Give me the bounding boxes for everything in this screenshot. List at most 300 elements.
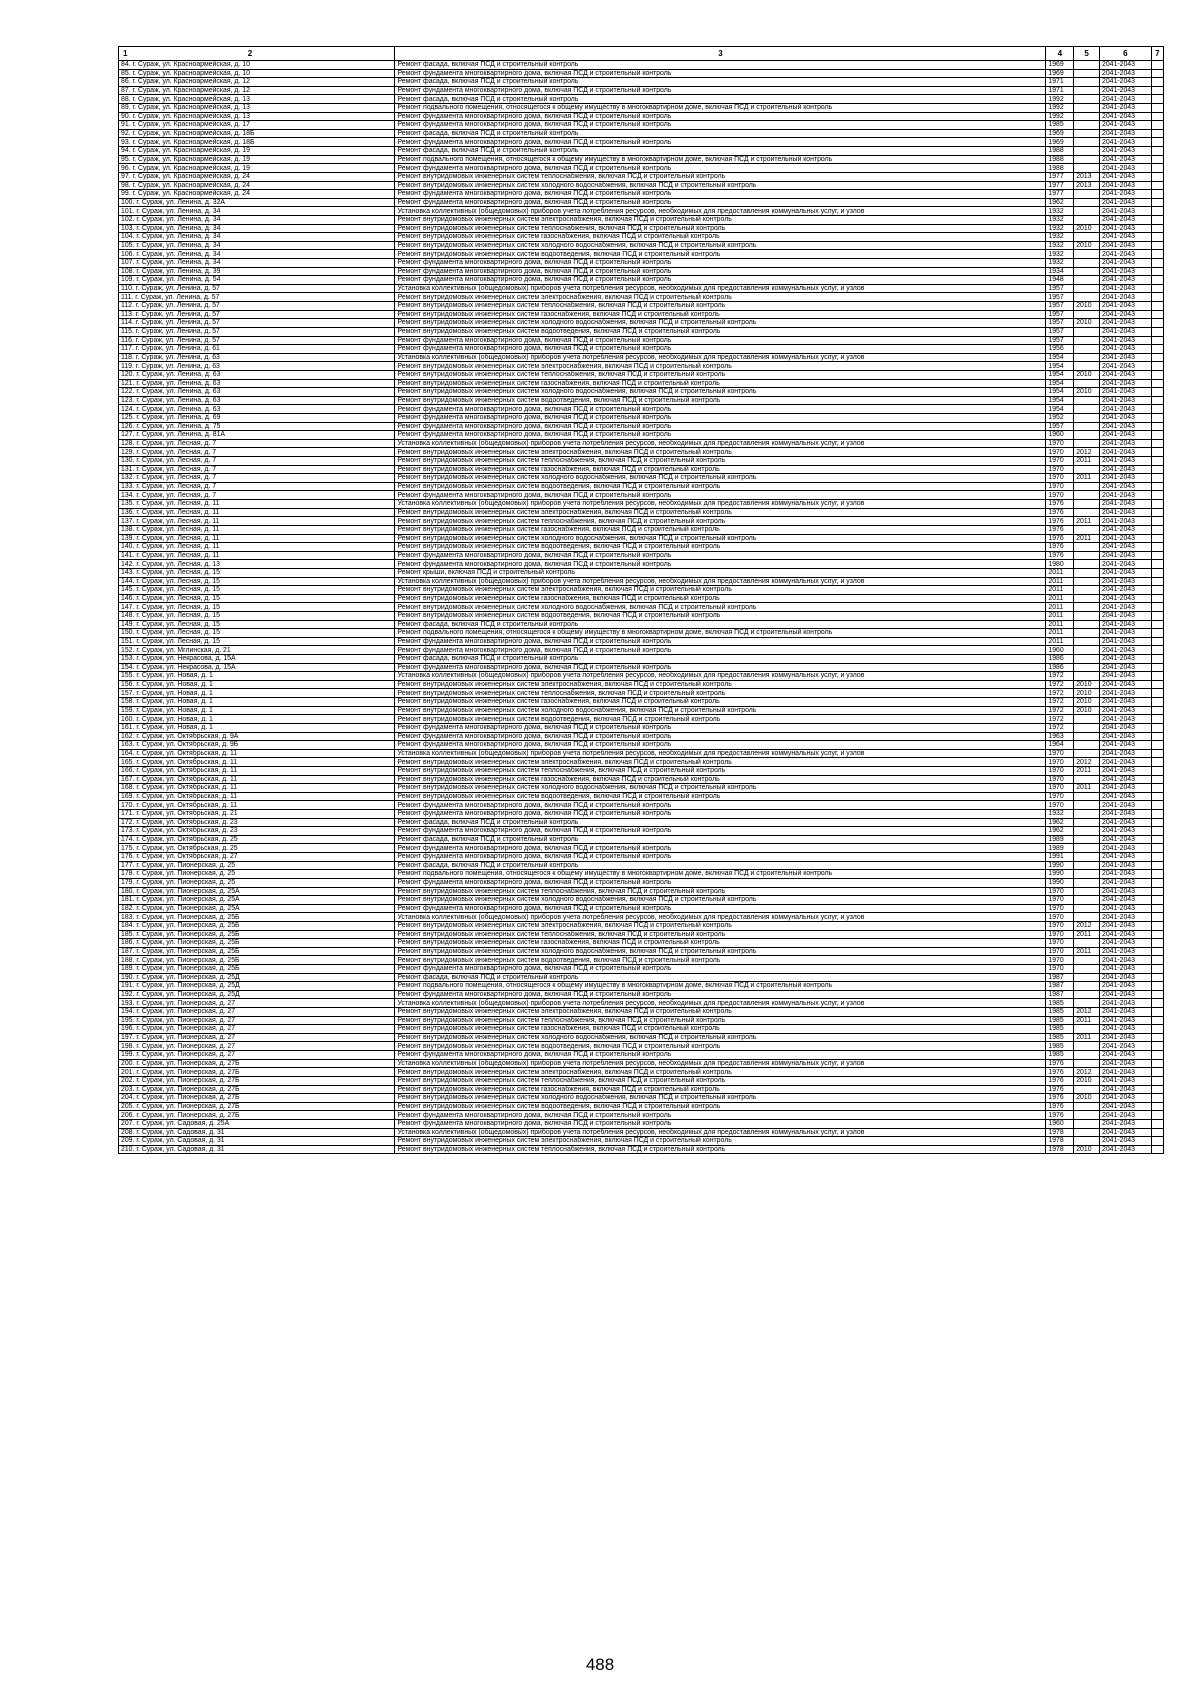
work-type-cell: Установка коллективных (общедомовых) приборов учета потребления ресурсов, необходимых для предоставления коммунальных услуг, и узлов [395,500,1046,509]
address-cell: 175. г. Сураж, ул. Октябрьская, д. 25 [119,844,395,853]
address-cell: 90. г. Сураж, ул. Красноармейская, д. 13 [119,112,395,121]
empty-cell [1151,259,1163,268]
address-cell: 86. г. Сураж, ул. Красноармейская, д. 12 [119,78,395,87]
last-repair-year-cell [1074,336,1100,345]
planned-period-cell: 2041-2043 [1100,990,1152,999]
address-cell: 147. г. Сураж, ул. Лесная, д. 15 [119,603,395,612]
table-row [119,603,1164,612]
work-type-cell: Ремонт фундамента многоквартирного дома, включая ПСД и строительный контроль [395,551,1046,560]
last-repair-year-cell [1074,792,1100,801]
last-repair-year-cell [1074,870,1100,879]
year-built-cell: 1960 [1046,646,1074,655]
planned-period-cell: 2041-2043 [1100,698,1152,707]
year-built-cell: 1978 [1046,1128,1074,1137]
empty-cell [1151,215,1163,224]
year-built-cell: 1970 [1046,913,1074,922]
table-row [119,999,1164,1008]
last-repair-year-cell [1074,379,1100,388]
work-type-cell: Ремонт внутридомовых инженерных систем холодного водоснабжения, включая ПСД и строительный контроль [395,1094,1046,1103]
planned-period-cell: 2041-2043 [1100,913,1152,922]
work-type-cell: Ремонт внутридомовых инженерных систем водоотведения, включая ПСД и строительный контроль [395,396,1046,405]
work-type-cell: Ремонт внутридомовых инженерных систем газоснабжения, включая ПСД и строительный контроль [395,594,1046,603]
year-built-cell: 1970 [1046,947,1074,956]
year-built-cell: 1977 [1046,190,1074,199]
table-row [119,190,1164,199]
last-repair-year-cell [1074,284,1100,293]
empty-cell [1151,543,1163,552]
year-built-cell: 2011 [1046,594,1074,603]
table-row [119,293,1164,302]
work-type-cell: Ремонт внутридомовых инженерных систем холодного водоснабжения, включая ПСД и строительный контроль [395,1033,1046,1042]
table-row [119,95,1164,104]
year-built-cell: 1972 [1046,715,1074,724]
empty-cell [1151,448,1163,457]
planned-period-cell: 2041-2043 [1100,973,1152,982]
table-row [119,422,1164,431]
empty-cell [1151,413,1163,422]
table-row [119,155,1164,164]
table-row [119,810,1164,819]
table-row [119,69,1164,78]
year-built-cell: 1971 [1046,78,1074,87]
table-row [119,319,1164,328]
work-type-cell: Ремонт фундамента многоквартирного дома, включая ПСД и строительный контроль [395,86,1046,95]
address-cell: 194. г. Сураж, ул. Пионерская, д. 27 [119,1008,395,1017]
table-row [119,698,1164,707]
last-repair-year-cell [1074,1119,1100,1128]
last-repair-year-cell [1074,964,1100,973]
address-cell: 132. г. Сураж, ул. Лесная, д. 7 [119,474,395,483]
address-cell: 139. г. Сураж, ул. Лесная, д. 11 [119,534,395,543]
year-built-cell: 1964 [1046,741,1074,750]
last-repair-year-cell [1074,620,1100,629]
work-type-cell: Ремонт внутридомовых инженерных систем теплоснабжения, включая ПСД и строительный контроль [395,302,1046,311]
last-repair-year-cell [1074,956,1100,965]
empty-cell [1151,810,1163,819]
address-cell: 201. г. Сураж, ул. Пионерская, д. 27Б [119,1068,395,1077]
work-type-cell: Ремонт фундамента многоквартирного дома, включая ПСД и строительный контроль [395,741,1046,750]
empty-cell [1151,336,1163,345]
work-type-cell: Ремонт фундамента многоквартирного дома, включая ПСД и строительный контроль [395,732,1046,741]
table-row [119,827,1164,836]
last-repair-year-cell [1074,267,1100,276]
address-cell: 187. г. Сураж, ул. Пионерская, д. 25Б [119,947,395,956]
work-type-cell: Ремонт фундамента многоквартирного дома, включая ПСД и строительный контроль [395,405,1046,414]
address-cell: 88. г. Сураж, ул. Красноармейская, д. 13 [119,95,395,104]
last-repair-year-cell [1074,164,1100,173]
work-type-cell: Ремонт внутридомовых инженерных систем электроснабжения, включая ПСД и строительный контроль [395,680,1046,689]
address-cell: 158. г. Сураж, ул. Новая, д. 1 [119,698,395,707]
last-repair-year-cell [1074,629,1100,638]
table-row [119,439,1164,448]
planned-period-cell: 2041-2043 [1100,138,1152,147]
year-built-cell: 1976 [1046,508,1074,517]
year-built-cell: 1976 [1046,1094,1074,1103]
table-row [119,104,1164,113]
planned-period-cell: 2041-2043 [1100,465,1152,474]
last-repair-year-cell [1074,715,1100,724]
planned-period-cell: 2041-2043 [1100,534,1152,543]
last-repair-year-cell [1074,594,1100,603]
last-repair-year-cell [1074,568,1100,577]
year-built-cell: 1970 [1046,758,1074,767]
empty-cell [1151,1025,1163,1034]
work-type-cell: Ремонт фундамента многоквартирного дома, включая ПСД и строительный контроль [395,637,1046,646]
empty-cell [1151,267,1163,276]
year-built-cell: 1976 [1046,1059,1074,1068]
empty-cell [1151,302,1163,311]
planned-period-cell: 2041-2043 [1100,844,1152,853]
work-type-cell: Ремонт внутридомовых инженерных систем теплоснабжения, включая ПСД и строительный контроль [395,887,1046,896]
work-type-cell: Ремонт внутридомовых инженерных систем водоотведения, включая ПСД и строительный контроль [395,327,1046,336]
table-row [119,594,1164,603]
address-cell: 112. г. Сураж, ул. Ленина, д. 57 [119,302,395,311]
address-cell: 118. г. Сураж, ул. Ленина, д. 63 [119,353,395,362]
address-cell: 131. г. Сураж, ул. Лесная, д. 7 [119,465,395,474]
work-type-cell: Ремонт фасада, включая ПСД и строительный контроль [395,818,1046,827]
table-row [119,284,1164,293]
year-built-cell: 2011 [1046,586,1074,595]
table-row [119,801,1164,810]
table-row [119,164,1164,173]
planned-period-cell: 2041-2043 [1100,1085,1152,1094]
table-row [119,379,1164,388]
planned-period-cell: 2041-2043 [1100,250,1152,259]
last-repair-year-cell: 2010 [1074,370,1100,379]
last-repair-year-cell: 2012 [1074,758,1100,767]
empty-cell [1151,801,1163,810]
year-built-cell: 1988 [1046,164,1074,173]
work-type-cell: Ремонт внутридомовых инженерных систем электроснабжения, включая ПСД и строительный контроль [395,758,1046,767]
planned-period-cell: 2041-2043 [1100,1068,1152,1077]
empty-cell [1151,1094,1163,1103]
table-row [119,982,1164,991]
empty-cell [1151,827,1163,836]
year-built-cell: 1970 [1046,939,1074,948]
address-cell: 186. г. Сураж, ул. Пионерская, д. 25Б [119,939,395,948]
planned-period-cell: 2041-2043 [1100,715,1152,724]
table-row [119,517,1164,526]
work-type-cell: Ремонт фасада, включая ПСД и строительный контроль [395,95,1046,104]
empty-cell [1151,844,1163,853]
table-row [119,672,1164,681]
address-cell: 177. г. Сураж, ул. Пионерская, д. 25 [119,861,395,870]
last-repair-year-cell [1074,327,1100,336]
work-type-cell: Ремонт фундамента многоквартирного дома, включая ПСД и строительный контроль [395,198,1046,207]
address-cell: 160. г. Сураж, ул. Новая, д. 1 [119,715,395,724]
planned-period-cell: 2041-2043 [1100,439,1152,448]
planned-period-cell: 2041-2043 [1100,1137,1152,1146]
address-cell: 203. г. Сураж, ул. Пионерская, д. 27Б [119,1085,395,1094]
empty-cell [1151,1145,1163,1154]
planned-period-cell: 2041-2043 [1100,172,1152,181]
year-built-cell: 1976 [1046,525,1074,534]
work-type-cell: Ремонт фундамента многоквартирного дома, включая ПСД и строительный контроль [395,810,1046,819]
empty-cell [1151,689,1163,698]
last-repair-year-cell [1074,310,1100,319]
planned-period-cell: 2041-2043 [1100,302,1152,311]
year-built-cell: 1985 [1046,999,1074,1008]
year-built-cell: 1932 [1046,241,1074,250]
year-built-cell: 1932 [1046,810,1074,819]
planned-period-cell: 2041-2043 [1100,586,1152,595]
table-row [119,939,1164,948]
table-row [119,1016,1164,1025]
work-type-cell: Ремонт внутридомовых инженерных систем электроснабжения, включая ПСД и строительный контроль [395,508,1046,517]
planned-period-cell: 2041-2043 [1100,878,1152,887]
work-type-cell: Установка коллективных (общедомовых) приборов учета потребления ресурсов, необходимых для предоставления коммунальных услуг, и узлов [395,207,1046,216]
year-built-cell: 1972 [1046,672,1074,681]
last-repair-year-cell [1074,465,1100,474]
year-built-cell: 1992 [1046,95,1074,104]
address-cell: 126. г. Сураж, ул. Ленина, д. 75 [119,422,395,431]
address-cell: 195. г. Сураж, ул. Пионерская, д. 27 [119,1016,395,1025]
empty-cell [1151,835,1163,844]
planned-period-cell: 2041-2043 [1100,327,1152,336]
planned-period-cell: 2041-2043 [1100,1094,1152,1103]
last-repair-year-cell: 2010 [1074,1094,1100,1103]
table-row [119,913,1164,922]
empty-cell [1151,439,1163,448]
last-repair-year-cell: 2010 [1074,1076,1100,1085]
empty-cell [1151,612,1163,621]
empty-cell [1151,233,1163,242]
year-built-cell: 1976 [1046,1111,1074,1120]
table-row [119,233,1164,242]
empty-cell [1151,1059,1163,1068]
table-row [119,973,1164,982]
planned-period-cell: 2041-2043 [1100,500,1152,509]
year-built-cell: 1986 [1046,663,1074,672]
year-built-cell: 1970 [1046,457,1074,466]
last-repair-year-cell [1074,491,1100,500]
work-type-cell: Ремонт крыши, включая ПСД и строительный контроль [395,568,1046,577]
empty-cell [1151,551,1163,560]
last-repair-year-cell [1074,637,1100,646]
table-row [119,147,1164,156]
year-built-cell: 1969 [1046,61,1074,70]
table-row [119,172,1164,181]
last-repair-year-cell [1074,1102,1100,1111]
work-type-cell: Ремонт внутридомовых инженерных систем теплоснабжения, включая ПСД и строительный контроль [395,370,1046,379]
last-repair-year-cell [1074,732,1100,741]
planned-period-cell: 2041-2043 [1100,233,1152,242]
planned-period-cell: 2041-2043 [1100,947,1152,956]
address-cell: 205. г. Сураж, ул. Пионерская, д. 27Б [119,1102,395,1111]
last-repair-year-cell: 2011 [1074,457,1100,466]
address-cell: 100. г. Сураж, ул. Ленина, д. 32А [119,198,395,207]
table-row [119,706,1164,715]
last-repair-year-cell [1074,439,1100,448]
empty-cell [1151,620,1163,629]
address-cell: 121. г. Сураж, ул. Ленина, д. 63 [119,379,395,388]
last-repair-year-cell [1074,259,1100,268]
planned-period-cell: 2041-2043 [1100,672,1152,681]
planned-period-cell: 2041-2043 [1100,577,1152,586]
year-built-cell: 2011 [1046,620,1074,629]
work-type-cell: Ремонт внутридомовых инженерных систем холодного водоснабжения, включая ПСД и строительный контроль [395,784,1046,793]
table-row [119,259,1164,268]
address-cell: 87. г. Сураж, ул. Красноармейская, д. 12 [119,86,395,95]
work-type-cell: Ремонт фасада, включая ПСД и строительный контроль [395,973,1046,982]
address-cell: 93. г. Сураж, ул. Красноармейская, д. 18Б [119,138,395,147]
planned-period-cell: 2041-2043 [1100,603,1152,612]
empty-cell [1151,603,1163,612]
table-row [119,1059,1164,1068]
planned-period-cell: 2041-2043 [1100,620,1152,629]
table-row [119,1008,1164,1017]
empty-cell [1151,1119,1163,1128]
table-row [119,551,1164,560]
year-built-cell: 1972 [1046,698,1074,707]
address-cell: 204. г. Сураж, ул. Пионерская, д. 27Б [119,1094,395,1103]
work-type-cell: Ремонт подвального помещения, относящегося к общему имуществу в многоквартирном доме, включая ПСД и строительный контроль [395,982,1046,991]
planned-period-cell: 2041-2043 [1100,69,1152,78]
table-row [119,655,1164,664]
planned-period-cell: 2041-2043 [1100,1008,1152,1017]
last-repair-year-cell [1074,939,1100,948]
planned-period-cell: 2041-2043 [1100,818,1152,827]
year-built-cell: 1969 [1046,129,1074,138]
planned-period-cell: 2041-2043 [1100,999,1152,1008]
table-row [119,990,1164,999]
work-type-cell: Ремонт внутридомовых инженерных систем водоотведения, включая ПСД и строительный контроль [395,792,1046,801]
year-built-cell: 1990 [1046,870,1074,879]
year-built-cell: 1954 [1046,362,1074,371]
work-type-cell: Ремонт внутридомовых инженерных систем водоотведения, включая ПСД и строительный контроль [395,1042,1046,1051]
table-row [119,267,1164,276]
table-row [119,1042,1164,1051]
last-repair-year-cell: 2013 [1074,172,1100,181]
empty-cell [1151,112,1163,121]
address-cell: 176. г. Сураж, ул. Октябрьская, д. 27 [119,853,395,862]
last-repair-year-cell [1074,844,1100,853]
table-row [119,792,1164,801]
table-row [119,1051,1164,1060]
planned-period-cell: 2041-2043 [1100,422,1152,431]
table-row [119,1145,1164,1154]
table-row [119,749,1164,758]
last-repair-year-cell [1074,138,1100,147]
address-cell: 96. г. Сураж, ул. Красноармейская, д. 19 [119,164,395,173]
year-built-cell: 1970 [1046,474,1074,483]
planned-period-cell: 2041-2043 [1100,861,1152,870]
year-built-cell: 1976 [1046,517,1074,526]
year-built-cell: 1970 [1046,784,1074,793]
table-row [119,896,1164,905]
table-row [119,853,1164,862]
work-type-cell: Ремонт подвального помещения, относящегося к общему имуществу в многоквартирном доме, включая ПСД и строительный контроль [395,155,1046,164]
last-repair-year-cell [1074,1128,1100,1137]
work-type-cell: Ремонт фасада, включая ПСД и строительный контроль [395,78,1046,87]
address-cell: 189. г. Сураж, ул. Пионерская, д. 25Б [119,964,395,973]
address-cell: 207. г. Сураж, ул. Садовая, д. 25А [119,1119,395,1128]
empty-cell [1151,95,1163,104]
planned-period-cell: 2041-2043 [1100,612,1152,621]
address-cell: 192. г. Сураж, ул. Пионерская, д. 25Д [119,990,395,999]
work-type-cell: Ремонт фундамента многоквартирного дома, включая ПСД и строительный контроль [395,663,1046,672]
address-cell: 148. г. Сураж, ул. Лесная, д. 15 [119,612,395,621]
empty-cell [1151,379,1163,388]
work-type-cell: Установка коллективных (общедомовых) приборов учета потребления ресурсов, необходимых для предоставления коммунальных услуг, и узлов [395,439,1046,448]
year-built-cell: 1963 [1046,732,1074,741]
address-cell: 182. г. Сураж, ул. Пионерская, д. 25А [119,904,395,913]
year-built-cell: 1990 [1046,861,1074,870]
last-repair-year-cell [1074,741,1100,750]
empty-cell [1151,155,1163,164]
empty-cell [1151,568,1163,577]
empty-cell [1151,147,1163,156]
last-repair-year-cell [1074,1111,1100,1120]
planned-period-cell: 2041-2043 [1100,956,1152,965]
address-cell: 174. г. Сураж, ул. Октябрьская, д. 25 [119,835,395,844]
empty-cell [1151,586,1163,595]
last-repair-year-cell [1074,207,1100,216]
address-cell: 159. г. Сураж, ул. Новая, д. 1 [119,706,395,715]
year-built-cell: 1970 [1046,964,1074,973]
table-row [119,78,1164,87]
last-repair-year-cell: 2012 [1074,448,1100,457]
year-built-cell: 1954 [1046,353,1074,362]
last-repair-year-cell [1074,612,1100,621]
empty-cell [1151,999,1163,1008]
empty-cell [1151,878,1163,887]
empty-cell [1151,207,1163,216]
year-built-cell: 1962 [1046,827,1074,836]
planned-period-cell: 2041-2043 [1100,827,1152,836]
last-repair-year-cell [1074,198,1100,207]
planned-period-cell: 2041-2043 [1100,723,1152,732]
planned-period-cell: 2041-2043 [1100,792,1152,801]
address-cell: 154. г. Сураж, ул. Некрасова, д. 15А [119,663,395,672]
table-row [119,482,1164,491]
last-repair-year-cell [1074,147,1100,156]
planned-period-cell: 2041-2043 [1100,155,1152,164]
planned-period-cell: 2041-2043 [1100,1025,1152,1034]
work-type-cell: Ремонт внутридомовых инженерных систем теплоснабжения, включая ПСД и строительный контроль [395,1076,1046,1085]
empty-cell [1151,904,1163,913]
year-built-cell: 1976 [1046,1102,1074,1111]
work-type-cell: Ремонт внутридомовых инженерных систем электроснабжения, включая ПСД и строительный контроль [395,362,1046,371]
empty-cell [1151,431,1163,440]
year-built-cell: 1957 [1046,310,1074,319]
last-repair-year-cell: 2010 [1074,241,1100,250]
empty-cell [1151,982,1163,991]
address-cell: 117. г. Сураж, ул. Ленина, д. 61 [119,345,395,354]
year-built-cell: 1980 [1046,560,1074,569]
table-row [119,1102,1164,1111]
column-number-1 [119,47,395,61]
work-type-cell: Ремонт внутридомовых инженерных систем газоснабжения, включая ПСД и строительный контроль [395,525,1046,534]
address-cell: 190. г. Сураж, ул. Пионерская, д. 25Д [119,973,395,982]
year-built-cell: 1971 [1046,86,1074,95]
empty-cell [1151,663,1163,672]
year-built-cell: 1987 [1046,973,1074,982]
address-cell: 141. г. Сураж, ул. Лесная, д. 11 [119,551,395,560]
planned-period-cell: 2041-2043 [1100,766,1152,775]
empty-cell [1151,370,1163,379]
table-row [119,870,1164,879]
table-row [119,835,1164,844]
empty-cell [1151,353,1163,362]
address-cell: 111. г. Сураж, ул. Ленина, д. 57 [119,293,395,302]
table-row [119,543,1164,552]
last-repair-year-cell [1074,1059,1100,1068]
last-repair-year-cell [1074,482,1100,491]
planned-period-cell: 2041-2043 [1100,870,1152,879]
planned-period-cell: 2041-2043 [1100,594,1152,603]
year-built-cell: 1970 [1046,766,1074,775]
